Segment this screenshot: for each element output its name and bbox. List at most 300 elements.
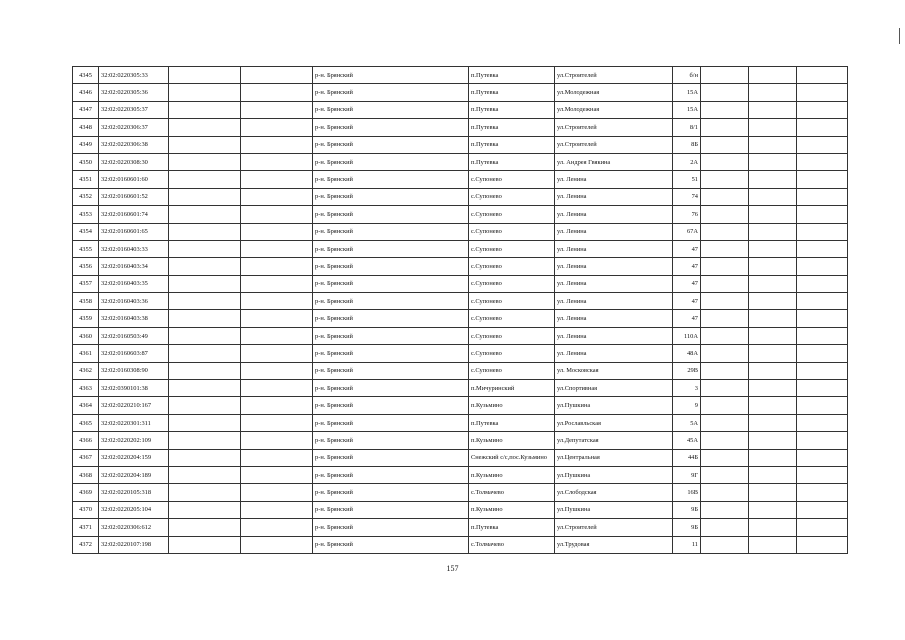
cell-empty — [701, 136, 749, 153]
cell-empty — [749, 188, 797, 205]
cell-locality: с.Супонево — [469, 293, 555, 310]
cell-locality: п.Кузьмино — [469, 397, 555, 414]
table-row — [73, 466, 848, 483]
cell-empty — [797, 223, 848, 240]
cell-empty — [701, 345, 749, 362]
cell-empty — [169, 536, 241, 553]
cell-empty — [749, 223, 797, 240]
cell-house: 47 — [673, 258, 701, 275]
cell-cadastral-number: 32:02:0160503:49 — [99, 327, 169, 344]
cell-empty — [701, 466, 749, 483]
table-row — [73, 449, 848, 466]
cell-house: б/н — [673, 67, 701, 84]
cell-empty — [241, 275, 313, 292]
cell-empty — [241, 310, 313, 327]
cell-empty — [749, 327, 797, 344]
cell-street: ул. Ленина — [555, 240, 673, 257]
cell-empty — [701, 380, 749, 397]
cell-empty — [169, 67, 241, 84]
cell-house: 51 — [673, 171, 701, 188]
cell-empty — [169, 380, 241, 397]
cell-empty — [241, 362, 313, 379]
cell-cadastral-number: 32:02:0220205:104 — [99, 501, 169, 518]
cell-empty — [701, 119, 749, 136]
cell-number: 4369 — [73, 484, 99, 501]
table-row — [73, 327, 848, 344]
cell-cadastral-number: 32:02:0160308:90 — [99, 362, 169, 379]
cell-empty — [169, 519, 241, 536]
cell-district: р-н. Брянский — [313, 171, 469, 188]
cell-cadastral-number: 32:02:0220204:159 — [99, 449, 169, 466]
cell-empty — [701, 84, 749, 101]
table-row — [73, 136, 848, 153]
table-row — [73, 206, 848, 223]
cell-district: р-н. Брянский — [313, 501, 469, 518]
cell-empty — [701, 258, 749, 275]
cell-street: ул. Ленина — [555, 345, 673, 362]
cell-empty — [701, 501, 749, 518]
cell-district: р-н. Брянский — [313, 327, 469, 344]
cell-empty — [749, 101, 797, 118]
cell-house: 9 — [673, 397, 701, 414]
cell-number: 4361 — [73, 345, 99, 362]
cell-house: 2А — [673, 153, 701, 170]
cell-district: р-н. Брянский — [313, 188, 469, 205]
cell-empty — [169, 240, 241, 257]
cell-house: 29В — [673, 362, 701, 379]
cell-street: ул.Центральная — [555, 449, 673, 466]
cell-cadastral-number: 32:02:0160601:65 — [99, 223, 169, 240]
cell-house: 16В — [673, 484, 701, 501]
cell-empty — [701, 275, 749, 292]
cell-district: р-н. Брянский — [313, 536, 469, 553]
scan-edge-mark — [899, 28, 900, 44]
cell-house: 47 — [673, 310, 701, 327]
cell-empty — [701, 414, 749, 431]
cell-empty — [169, 206, 241, 223]
cell-empty — [749, 310, 797, 327]
cell-house: 15А — [673, 84, 701, 101]
cell-cadastral-number: 32:02:0160601:74 — [99, 206, 169, 223]
cell-street: ул.Пушкина — [555, 397, 673, 414]
cell-empty — [169, 362, 241, 379]
cell-number: 4349 — [73, 136, 99, 153]
cell-locality: п.Путевка — [469, 84, 555, 101]
cell-empty — [749, 466, 797, 483]
cell-house: 8Б — [673, 136, 701, 153]
cell-number: 4366 — [73, 432, 99, 449]
cell-number: 4347 — [73, 101, 99, 118]
cell-cadastral-number: 32:02:0220301:311 — [99, 414, 169, 431]
cell-empty — [701, 484, 749, 501]
cell-street: ул. Ленина — [555, 293, 673, 310]
cell-empty — [749, 519, 797, 536]
cell-empty — [701, 171, 749, 188]
cell-empty — [169, 501, 241, 518]
cell-locality: Снежский с/с,пос.Кузьмино — [469, 449, 555, 466]
cell-empty — [749, 362, 797, 379]
cell-house: 48А — [673, 345, 701, 362]
cell-empty — [169, 84, 241, 101]
cell-empty — [797, 449, 848, 466]
cell-street: ул. Ленина — [555, 310, 673, 327]
table-row — [73, 345, 848, 362]
cell-empty — [749, 432, 797, 449]
cell-house: 110А — [673, 327, 701, 344]
cell-empty — [241, 397, 313, 414]
cell-empty — [169, 275, 241, 292]
cell-district: р-н. Брянский — [313, 380, 469, 397]
cell-empty — [241, 449, 313, 466]
cell-locality: с.Супонево — [469, 188, 555, 205]
table-row — [73, 101, 848, 118]
cell-house: 47 — [673, 293, 701, 310]
cell-cadastral-number: 32:02:0220204:189 — [99, 466, 169, 483]
cell-district: р-н. Брянский — [313, 101, 469, 118]
cell-empty — [169, 397, 241, 414]
cell-district: р-н. Брянский — [313, 223, 469, 240]
table-row — [73, 310, 848, 327]
cell-locality: п.Кузьмино — [469, 466, 555, 483]
cell-number: 4356 — [73, 258, 99, 275]
cell-empty — [169, 258, 241, 275]
cell-empty — [749, 206, 797, 223]
cell-house: 9Б — [673, 519, 701, 536]
table-row — [73, 432, 848, 449]
cell-house: 44Б — [673, 449, 701, 466]
cell-empty — [169, 484, 241, 501]
cell-street: ул. Ленина — [555, 223, 673, 240]
cell-empty — [749, 84, 797, 101]
cell-empty — [241, 240, 313, 257]
cell-empty — [169, 414, 241, 431]
table-row — [73, 84, 848, 101]
cell-empty — [749, 153, 797, 170]
table-row — [73, 153, 848, 170]
cell-empty — [241, 466, 313, 483]
cell-street: ул. Ленина — [555, 188, 673, 205]
cell-district: р-н. Брянский — [313, 293, 469, 310]
cell-locality: с.Супонево — [469, 362, 555, 379]
cell-cadastral-number: 32:02:0220107:198 — [99, 536, 169, 553]
table-row — [73, 484, 848, 501]
cell-house: 76 — [673, 206, 701, 223]
cell-empty — [797, 380, 848, 397]
cell-house: 15А — [673, 101, 701, 118]
cell-empty — [241, 345, 313, 362]
cell-empty — [701, 240, 749, 257]
cell-empty — [241, 171, 313, 188]
cell-number: 4352 — [73, 188, 99, 205]
cell-empty — [169, 188, 241, 205]
cell-empty — [169, 466, 241, 483]
cell-locality: п.Путевка — [469, 414, 555, 431]
cell-district: р-н. Брянский — [313, 258, 469, 275]
cell-empty — [241, 536, 313, 553]
cell-locality: с.Супонево — [469, 258, 555, 275]
cell-house: 11 — [673, 536, 701, 553]
cell-empty — [749, 171, 797, 188]
cell-empty — [241, 414, 313, 431]
cell-empty — [241, 188, 313, 205]
cell-house: 45А — [673, 432, 701, 449]
cell-empty — [749, 449, 797, 466]
table-row — [73, 293, 848, 310]
cell-district: р-н. Брянский — [313, 153, 469, 170]
cell-empty — [169, 136, 241, 153]
cell-empty — [169, 223, 241, 240]
cell-empty — [749, 484, 797, 501]
cell-empty — [701, 67, 749, 84]
cell-cadastral-number: 32:02:0160603:87 — [99, 345, 169, 362]
cell-empty — [241, 223, 313, 240]
cell-house: 3 — [673, 380, 701, 397]
cell-district: р-н. Брянский — [313, 432, 469, 449]
cell-district: р-н. Брянский — [313, 484, 469, 501]
table-row — [73, 119, 848, 136]
cell-empty — [797, 536, 848, 553]
cell-empty — [701, 519, 749, 536]
cell-empty — [749, 67, 797, 84]
cell-district: р-н. Брянский — [313, 206, 469, 223]
cell-locality: с.Супонево — [469, 171, 555, 188]
cell-cadastral-number: 32:02:0220306:612 — [99, 519, 169, 536]
cell-cadastral-number: 32:02:0220305:36 — [99, 84, 169, 101]
cell-street: ул. Андрея Гвякина — [555, 153, 673, 170]
cell-empty — [169, 449, 241, 466]
cell-empty — [169, 310, 241, 327]
cell-number: 4362 — [73, 362, 99, 379]
table-row — [73, 362, 848, 379]
cell-empty — [241, 327, 313, 344]
cell-empty — [701, 223, 749, 240]
cell-locality: с.Супонево — [469, 240, 555, 257]
cell-empty — [749, 258, 797, 275]
cell-empty — [797, 84, 848, 101]
cell-number: 4358 — [73, 293, 99, 310]
cell-empty — [169, 327, 241, 344]
cell-street: ул.Строителей — [555, 119, 673, 136]
cell-empty — [241, 293, 313, 310]
cell-empty — [797, 327, 848, 344]
cell-house: 47 — [673, 275, 701, 292]
cell-empty — [701, 449, 749, 466]
cell-empty — [797, 466, 848, 483]
cell-number: 4370 — [73, 501, 99, 518]
cell-empty — [749, 501, 797, 518]
cell-cadastral-number: 32:02:0160403:38 — [99, 310, 169, 327]
cell-empty — [749, 414, 797, 431]
cell-empty — [749, 293, 797, 310]
cell-cadastral-number: 32:02:0220202:109 — [99, 432, 169, 449]
table-row — [73, 223, 848, 240]
cell-empty — [241, 67, 313, 84]
cell-street: ул. Ленина — [555, 275, 673, 292]
cell-district: р-н. Брянский — [313, 345, 469, 362]
cell-empty — [797, 397, 848, 414]
cell-cadastral-number: 32:02:0160403:35 — [99, 275, 169, 292]
cell-cadastral-number: 32:02:0220306:38 — [99, 136, 169, 153]
cell-number: 4353 — [73, 206, 99, 223]
cell-street: ул.Строителей — [555, 519, 673, 536]
cell-empty — [797, 519, 848, 536]
cell-locality: п.Путевка — [469, 67, 555, 84]
cell-empty — [797, 432, 848, 449]
cell-empty — [241, 432, 313, 449]
cell-empty — [797, 101, 848, 118]
cell-house: 74 — [673, 188, 701, 205]
cell-empty — [797, 345, 848, 362]
table-row — [73, 519, 848, 536]
cell-locality: с.Супонево — [469, 223, 555, 240]
cell-empty — [797, 136, 848, 153]
cell-number: 4354 — [73, 223, 99, 240]
cell-empty — [241, 84, 313, 101]
cell-locality: п.Кузьмино — [469, 432, 555, 449]
cell-empty — [241, 484, 313, 501]
cell-cadastral-number: 32:02:0160601:52 — [99, 188, 169, 205]
cell-street: ул. Московская — [555, 362, 673, 379]
cell-empty — [797, 67, 848, 84]
cell-house: 9Г — [673, 466, 701, 483]
cell-empty — [797, 258, 848, 275]
cell-empty — [241, 519, 313, 536]
cell-empty — [701, 101, 749, 118]
cell-empty — [797, 275, 848, 292]
cell-empty — [797, 501, 848, 518]
cell-street: ул. Ленина — [555, 327, 673, 344]
cell-empty — [169, 432, 241, 449]
cell-empty — [749, 136, 797, 153]
cell-street: ул.Спортивная — [555, 380, 673, 397]
cell-locality: п.Мичуринский — [469, 380, 555, 397]
cell-empty — [797, 240, 848, 257]
cell-locality: п.Путевка — [469, 519, 555, 536]
cell-locality: с.Толмачево — [469, 484, 555, 501]
table-row — [73, 536, 848, 553]
cell-empty — [241, 380, 313, 397]
table-row — [73, 380, 848, 397]
cell-district: р-н. Брянский — [313, 310, 469, 327]
cell-district: р-н. Брянский — [313, 240, 469, 257]
cell-empty — [797, 414, 848, 431]
cell-empty — [169, 119, 241, 136]
cell-empty — [701, 206, 749, 223]
cell-empty — [241, 501, 313, 518]
cell-locality: с.Супонево — [469, 206, 555, 223]
cell-empty — [749, 380, 797, 397]
cell-empty — [797, 484, 848, 501]
cell-number: 4364 — [73, 397, 99, 414]
cell-locality: с.Супонево — [469, 310, 555, 327]
cell-empty — [241, 101, 313, 118]
cell-locality: с.Супонево — [469, 275, 555, 292]
cell-number: 4346 — [73, 84, 99, 101]
cell-number: 4351 — [73, 171, 99, 188]
table-row — [73, 171, 848, 188]
cell-empty — [749, 397, 797, 414]
cell-empty — [797, 310, 848, 327]
cell-number: 4367 — [73, 449, 99, 466]
cell-locality: с.Толмачево — [469, 536, 555, 553]
cell-cadastral-number: 32:02:0220308:30 — [99, 153, 169, 170]
cell-empty — [169, 171, 241, 188]
cell-street: ул. Ленина — [555, 171, 673, 188]
cell-empty — [701, 432, 749, 449]
cell-empty — [701, 327, 749, 344]
cell-locality: п.Путевка — [469, 101, 555, 118]
page-number: 157 — [446, 564, 459, 573]
cell-empty — [797, 171, 848, 188]
cell-number: 4348 — [73, 119, 99, 136]
cell-locality: п.Путевка — [469, 136, 555, 153]
cell-empty — [701, 362, 749, 379]
cell-district: р-н. Брянский — [313, 397, 469, 414]
cell-cadastral-number: 32:02:0160403:33 — [99, 240, 169, 257]
cell-street: ул. Ленина — [555, 258, 673, 275]
table-row — [73, 240, 848, 257]
cell-empty — [169, 345, 241, 362]
cell-empty — [701, 153, 749, 170]
cell-street: ул.Слободская — [555, 484, 673, 501]
cell-district: р-н. Брянский — [313, 519, 469, 536]
cell-empty — [169, 293, 241, 310]
cell-street: ул.Рославльская — [555, 414, 673, 431]
cell-cadastral-number: 32:02:0220306:37 — [99, 119, 169, 136]
cell-empty — [797, 362, 848, 379]
cell-empty — [241, 119, 313, 136]
cell-street: ул.Строителей — [555, 136, 673, 153]
cell-district: р-н. Брянский — [313, 449, 469, 466]
cell-number: 4350 — [73, 153, 99, 170]
cell-empty — [797, 188, 848, 205]
cell-empty — [169, 101, 241, 118]
cell-number: 4371 — [73, 519, 99, 536]
cell-empty — [701, 293, 749, 310]
table-row — [73, 188, 848, 205]
cell-street: ул.Молодежная — [555, 84, 673, 101]
cell-number: 4359 — [73, 310, 99, 327]
cell-street: ул.Пушкина — [555, 466, 673, 483]
cell-number: 4363 — [73, 380, 99, 397]
cell-street: ул.Пушкина — [555, 501, 673, 518]
cell-empty — [797, 206, 848, 223]
table-row — [73, 258, 848, 275]
cell-empty — [749, 275, 797, 292]
cell-street: ул.Депутатская — [555, 432, 673, 449]
cell-district: р-н. Брянский — [313, 136, 469, 153]
cell-empty — [749, 240, 797, 257]
cell-cadastral-number: 32:02:0220305:37 — [99, 101, 169, 118]
cell-cadastral-number: 32:02:0220305:33 — [99, 67, 169, 84]
cell-empty — [241, 206, 313, 223]
cell-district: р-н. Брянский — [313, 67, 469, 84]
cell-empty — [749, 119, 797, 136]
cell-number: 4345 — [73, 67, 99, 84]
cell-number: 4360 — [73, 327, 99, 344]
cell-empty — [169, 153, 241, 170]
cell-cadastral-number: 32:02:0160601:60 — [99, 171, 169, 188]
table-row — [73, 414, 848, 431]
cell-street: ул. Ленина — [555, 206, 673, 223]
cell-empty — [241, 153, 313, 170]
cell-empty — [749, 536, 797, 553]
cell-street: ул.Строителей — [555, 67, 673, 84]
table-row — [73, 501, 848, 518]
cell-empty — [241, 258, 313, 275]
cell-district: р-н. Брянский — [313, 362, 469, 379]
cell-district: р-н. Брянский — [313, 84, 469, 101]
